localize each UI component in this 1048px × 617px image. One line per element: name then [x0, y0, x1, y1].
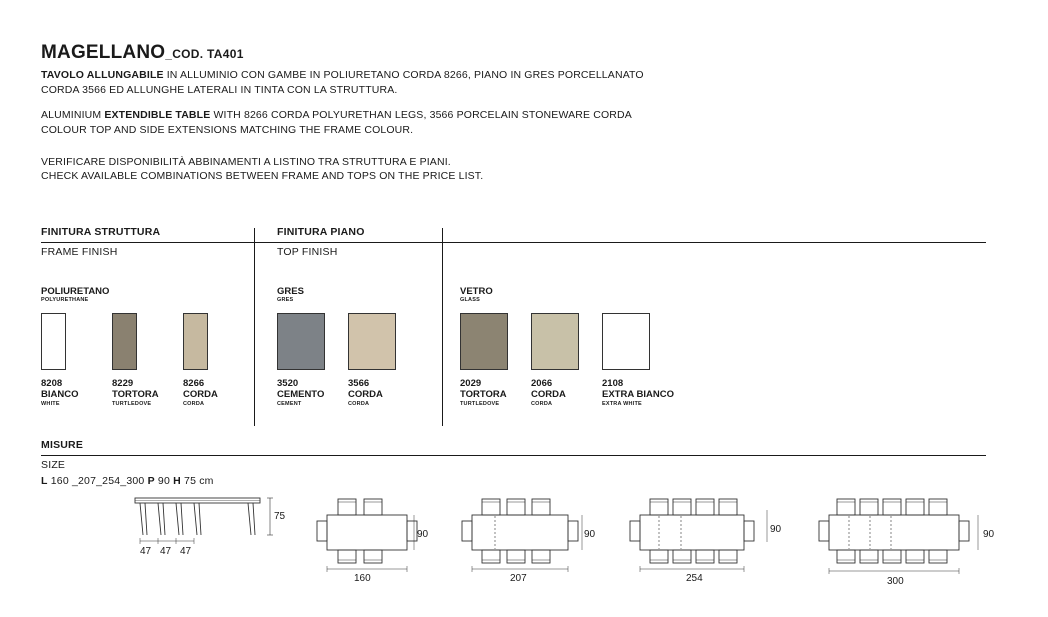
product-code: _COD. TA401: [165, 47, 244, 61]
description-en-pre: ALUMINIUM: [41, 109, 105, 121]
swatch-label-8266: 8266 CORDA CORDA: [183, 378, 218, 407]
top-view-254: [630, 499, 767, 572]
note-it: VERIFICARE DISPONIBILITÀ ABBINAMENTI A LISTINO TRA STRUTTURA E PIANI.: [41, 156, 451, 168]
note-en: CHECK AVAILABLE COMBINATIONS BETWEEN FRAME AND TOPS ON THE PRICE LIST.: [41, 170, 484, 182]
measures-subtitle: SIZE: [41, 459, 66, 471]
swatch-2066: [531, 313, 579, 370]
side-ext-1: 47: [140, 546, 152, 557]
description-it-line1: IN ALLUMINIO CON GAMBE IN POLIURETANO CORDA 8266, PIANO IN GRES PORCELLANATO: [163, 69, 644, 81]
availability-notes: [41, 155, 483, 183]
top-depth-300: 90: [983, 529, 995, 540]
swatch-label-2029: 2029 TORTORA TURTLEDOVE: [460, 378, 507, 407]
swatch-label-2108: 2108 EXTRA BIANCO EXTRA WHITE: [602, 378, 674, 407]
description-it: [41, 68, 644, 98]
category-polyurethane: POLIURETANO POLYURETHANE: [41, 286, 110, 303]
top-view-207: [462, 499, 582, 572]
side-ext-2: 47: [160, 546, 172, 557]
side-view-drawing: [130, 495, 300, 560]
top-views-drawing: [310, 492, 1010, 592]
description-en-line2: COLOUR TOP AND SIDE EXTENSIONS MATCHING THE FRAME COLOUR.: [41, 124, 414, 136]
top-width-207: 207: [510, 573, 527, 584]
top-depth-254: 90: [770, 524, 782, 535]
swatch-3520: [277, 313, 325, 370]
product-name: MAGELLANO: [41, 42, 166, 63]
top-width-254: 254: [686, 573, 703, 584]
top-depth-160: 90: [417, 529, 429, 540]
top-width-300: 300: [887, 576, 904, 587]
swatch-3566: [348, 313, 396, 370]
side-ext-3: 47: [180, 546, 192, 557]
top-finish-title: FINITURA PIANO: [277, 226, 365, 238]
dimensions-line: L 160 _207_254_300 P 90 H 75 cm: [41, 475, 214, 487]
swatch-label-2066: 2066 CORDA CORDA: [531, 378, 566, 407]
top-view-300: [819, 499, 978, 574]
swatch-2029: [460, 313, 508, 370]
description-it-line2: CORDA 3566 ED ALLUNGHE LATERALI IN TINTA CON LA STRUTTURA.: [41, 84, 398, 96]
swatch-8208: [41, 313, 66, 370]
frame-finish-subtitle: FRAME FINISH: [41, 246, 118, 258]
swatch-label-8208: 8208 BIANCO WHITE: [41, 378, 79, 407]
description-en: [41, 108, 632, 138]
swatch-label-3566: 3566 CORDA CORDA: [348, 378, 383, 407]
top-finish-subtitle: TOP FINISH: [277, 246, 338, 258]
top-width-160: 160: [354, 573, 371, 584]
category-gres: GRES GRES: [277, 286, 304, 303]
swatch-8229: [112, 313, 137, 370]
top-view-160: [317, 499, 417, 572]
swatch-2108: [602, 313, 650, 370]
finish-divider: [41, 242, 986, 243]
finish-column-divider-1: [254, 228, 255, 426]
product-title: [41, 42, 244, 64]
measures-divider: [41, 455, 986, 456]
category-glass: VETRO GLASS: [460, 286, 493, 303]
swatch-label-3520: 3520 CEMENTO CEMENT: [277, 378, 325, 407]
top-depth-207: 90: [584, 529, 596, 540]
description-it-bold: TAVOLO ALLUNGABILE: [41, 69, 164, 81]
description-en-bold: EXTENDIBLE TABLE: [104, 109, 211, 121]
frame-finish-title: FINITURA STRUTTURA: [41, 226, 161, 238]
swatch-label-8229: 8229 TORTORA TURTLEDOVE: [112, 378, 159, 407]
side-height-label: 75: [274, 511, 286, 522]
swatch-8266: [183, 313, 208, 370]
finish-column-divider-2: [442, 228, 443, 426]
measures-title: MISURE: [41, 439, 84, 451]
description-en-line1: WITH 8266 CORDA POLYURETHAN LEGS, 3566 PORCELAIN STONEWARE CORDA: [210, 109, 632, 121]
